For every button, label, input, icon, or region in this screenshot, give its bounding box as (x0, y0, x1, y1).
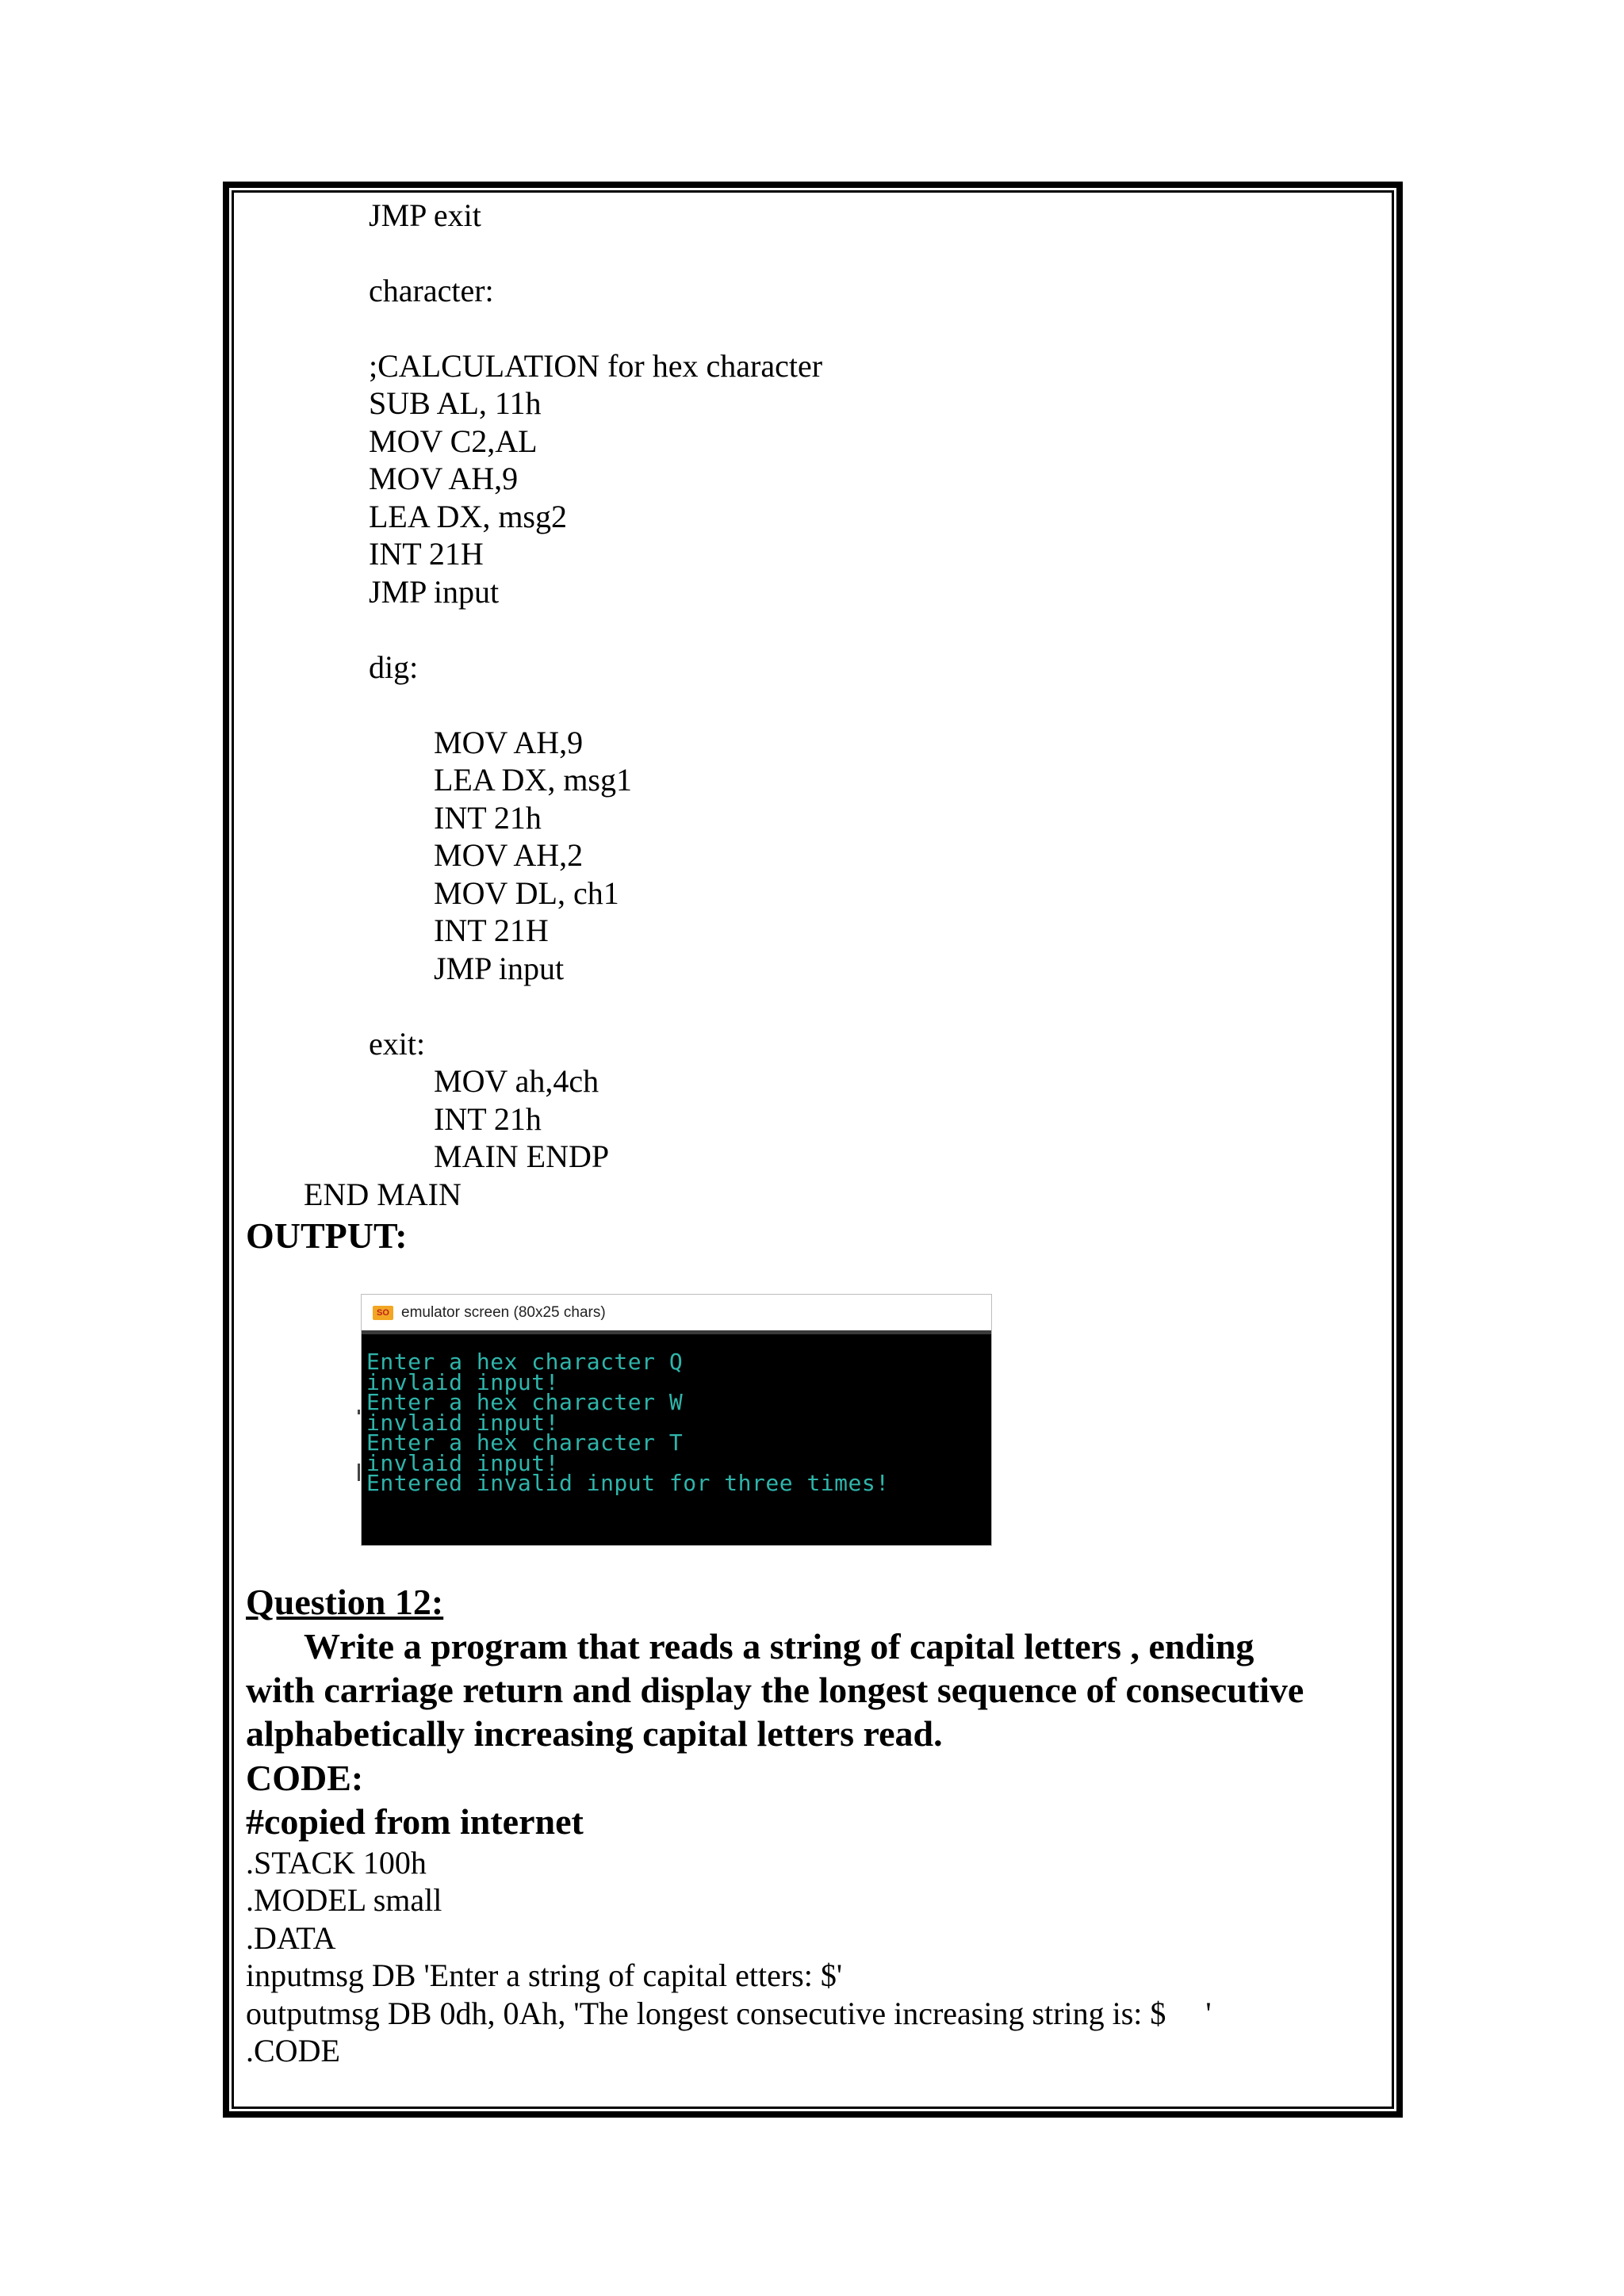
code-line: END MAIN (304, 1177, 462, 1212)
code-line: .MODEL small (246, 1882, 442, 1918)
code-line: MOV C2,AL (369, 423, 538, 459)
emulator-title: emulator screen (80x25 chars) (401, 1304, 606, 1321)
question-title: Question 12: (246, 1582, 444, 1622)
emulator-screen-window (361, 1294, 992, 1546)
code-line: MAIN ENDP (434, 1138, 610, 1174)
code-line: exit: (369, 1026, 426, 1062)
code-line: MOV ah,4ch (434, 1063, 599, 1099)
code-line: character: (369, 273, 494, 308)
code-line: inputmsg DB 'Enter a string of capital etters: $' (246, 1957, 843, 1993)
code-line: JMP input (369, 574, 500, 610)
code-line: .STACK 100h (246, 1845, 427, 1881)
code-line: .DATA (246, 1920, 336, 1956)
code-line: MOV DL, ch1 (434, 875, 619, 911)
emulator-console (366, 1339, 991, 1545)
code-line: JMP input (434, 951, 565, 986)
code-line: MOV AH,9 (434, 725, 584, 760)
code-line: dig: (369, 649, 419, 685)
margin-mark (358, 1410, 360, 1414)
code-line: INT 21H (434, 913, 549, 948)
code-line: outputmsg DB 0dh, 0Ah, 'The longest consecutive increasing string is: $ ' (246, 1996, 1212, 2031)
code-line: ;CALCULATION for hex character (369, 348, 823, 384)
code-line: LEA DX, msg1 (434, 762, 632, 798)
margin-mark (358, 1464, 360, 1481)
console-line: invlaid input! (366, 1409, 560, 1436)
console-line: invlaid input! (366, 1368, 560, 1395)
code-line: MOV AH,2 (434, 837, 584, 873)
code-line: .CODE (246, 2033, 340, 2068)
code-line: LEA DX, msg2 (369, 499, 567, 534)
question-text: alphabetically increasing capital letters read. (246, 1713, 943, 1754)
code-line: JMP exit (369, 197, 481, 233)
console-line: Enter a hex character Q (366, 1349, 684, 1375)
code-line: SUB AL, 11h (369, 385, 542, 421)
console-line: invlaid input! (366, 1449, 560, 1476)
code-label: CODE: (246, 1758, 364, 1798)
question-text: with carriage return and display the longest sequence of consecutive (246, 1670, 1304, 1710)
code-line: INT 21h (434, 1101, 542, 1137)
console-line: Entered invalid input for three times! (366, 1470, 890, 1496)
console-line: Enter a hex character T (366, 1429, 684, 1456)
emulator-title-bar (362, 1295, 991, 1334)
emulator-logo-icon: SO (373, 1306, 393, 1320)
output-heading: OUTPUT: (246, 1215, 408, 1256)
source-note: #copied from internet (246, 1801, 584, 1842)
code-line: MOV AH,9 (369, 461, 519, 496)
question-text: Write a program that reads a string of capital letters , ending (304, 1626, 1254, 1667)
code-line: INT 21H (369, 536, 484, 572)
console-line: Enter a hex character W (366, 1389, 684, 1415)
code-line: INT 21h (434, 800, 542, 836)
